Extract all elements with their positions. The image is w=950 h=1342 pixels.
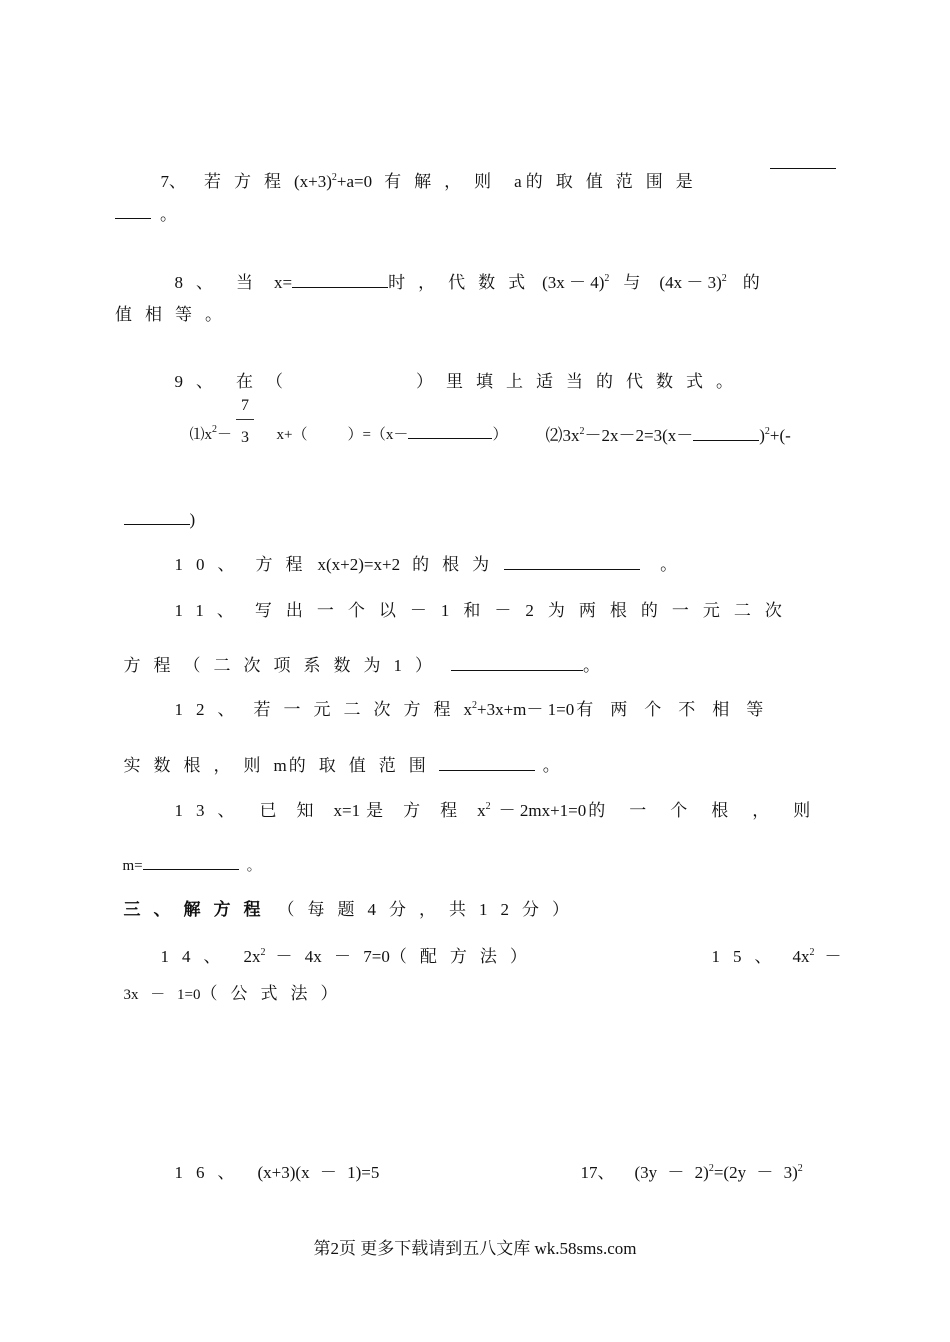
question-10: 10、 方程 x(x+2)=x+2 的根为 。 — [174, 555, 678, 574]
q9-blank-2[interactable] — [693, 424, 759, 441]
question-7: 7、 若方程$(x+3)^2+a=0$ 有解，则 a 的取值范围是 — [160, 172, 706, 191]
q9-blank-3[interactable] — [124, 508, 190, 525]
question-8: 8、 当 x= 时，代数式 $(3x - 4)^2$ 与 $(4x - 3)^2$ 的 — [174, 273, 760, 292]
q7-number: 7、 — [160, 172, 186, 191]
question-15: 15、 $4x^2$ － — [711, 947, 842, 966]
question-14: 14、 $2x^2 - 4x - 7=0$（配方法） — [160, 947, 540, 966]
q7-answer-blank-cont[interactable] — [115, 202, 151, 219]
q9-line2: ) — [115, 486, 195, 531]
q9-fraction-numerator: 7 — [241, 397, 249, 414]
q11-line2: 方程（二次项系数为1） 。 — [123, 656, 600, 675]
question-16: 16、 (x+3)(x － 1)=5 — [174, 1163, 380, 1182]
section-3-title: 三、解方程 — [123, 900, 274, 919]
question-13: 13、 已知x=1 是方程$x^2 - 2mx+1=0$ 的一个根，则 — [174, 801, 835, 820]
question-9: 9、 在（ ）里填上适当的代数式。 — [174, 372, 746, 391]
q8-answer-blank[interactable] — [292, 271, 388, 288]
q12-answer-blank[interactable] — [439, 754, 535, 771]
q10-answer-blank[interactable] — [504, 553, 640, 570]
q12-line2: 实数根，则m 的取值范围 。 — [123, 756, 560, 775]
q8-line2: 值相等。 — [115, 305, 235, 324]
q9-part1: $⑴x^2-$ — [189, 424, 233, 443]
q9-part1-rest: x+（ ）=（x－ ） — [269, 402, 507, 446]
q9-fraction-denominator: 3 — [241, 429, 249, 446]
q13-line2: m= 。 — [115, 833, 262, 877]
question-11: 11、 写出一个以－1和－2为两根的一元二次 — [174, 601, 796, 620]
q9-part2: $⑵3x^2-2x-2=3(x- )^2+(-$ — [545, 426, 791, 445]
section-3-note: （每题4分，共12分） — [277, 900, 582, 919]
q7-answer-blank[interactable] — [770, 152, 836, 169]
q9-fraction-bar — [236, 419, 254, 420]
question-12: 12、 若一元二次方程$x^2+3x+m- 1=0$ 有两个不相等 — [174, 700, 781, 719]
q9-blank-1[interactable] — [408, 424, 492, 439]
question-17: 17、 $(3y - 2)^2=(2y - 3)^2$ — [580, 1163, 803, 1182]
q13-answer-blank[interactable] — [143, 855, 239, 870]
section-3-heading — [115, 877, 582, 921]
page-footer: 第2页 更多下载请到五八文库 wk.58sms.com — [313, 1239, 637, 1258]
q11-answer-blank[interactable] — [451, 654, 583, 671]
q15-line2: 3x － 1=0（公式法） — [123, 984, 351, 1003]
q7-end: 。 — [160, 205, 177, 224]
